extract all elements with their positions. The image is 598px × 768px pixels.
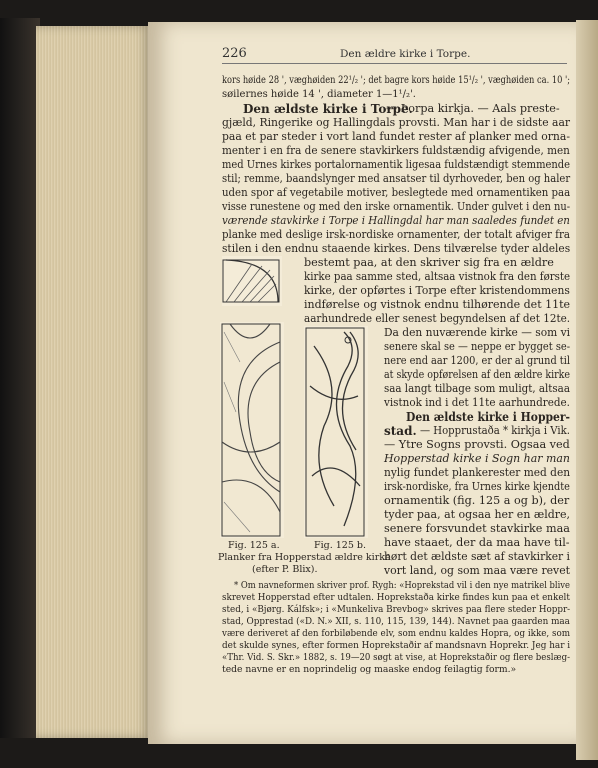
footnote-line: * Om navneformen skriver prof. Rygh: «Hoprekstad vil i den nye matrikel blive bbox=[234, 580, 570, 591]
text-line: bestemt paa, at den skriver sig fra en ældre bbox=[304, 256, 554, 269]
figure-label-b: Fig. 125 b. bbox=[314, 540, 367, 551]
plank-a-illustration bbox=[220, 322, 284, 538]
text-line: hørt det ældste sæt af stavkirker i bbox=[384, 550, 570, 563]
text-line: med Urnes kirkes portalornamentik ligesaa fuldstændigt stemmende bbox=[222, 158, 570, 171]
plank-b-illustration bbox=[304, 326, 368, 538]
text-line: senere forsvundet stavkirke maa bbox=[384, 522, 570, 535]
text-line: indførelse og vistnok endnu tilhørende det 11te bbox=[304, 298, 571, 311]
text-line: at skyde opførelsen af den ældre kirke bbox=[384, 368, 571, 381]
text-line: visse runestene og med den irske ornamentik. Under gulvet i den nu- bbox=[222, 200, 571, 213]
footnote-line: det skulde synes, efter formen Hoprekstaðir af mandsnavn Hoprekr. Jeg har i bbox=[222, 640, 571, 651]
text-line: kors høide 28 ', væghøiden 22¹/₂ '; det bagre kors høide 15¹/₂ ', væghøiden ca. 10 '; bbox=[222, 75, 571, 86]
text-line: kirke paa samme sted, altsaa vistnok fra den første bbox=[304, 270, 571, 283]
page-number: 226 bbox=[222, 46, 247, 61]
plank-fragment-illustration bbox=[222, 256, 282, 306]
text-line: irsk-nordiske, fra Urnes kirke kjendte bbox=[384, 480, 570, 493]
footnote-line: skrevet Hopperstad efter udtalen. Hoprekstaða kirke findes kun paa et enkelt bbox=[222, 592, 570, 603]
text-line: kirke, der opførtes i Torpe efter kristendommens bbox=[304, 284, 570, 297]
text-line: søilernes høide 14 ', diameter 1—1¹/₂'. bbox=[222, 89, 416, 100]
page-edges bbox=[36, 26, 151, 738]
text-line: stilen i den endnu staaende kirkes. Dens tilværelse tyder aldeles bbox=[222, 242, 571, 255]
text-line: — Hopprustaða * kirkja i Vik. bbox=[420, 424, 570, 437]
text-line: nere end aar 1200, er der al grund til bbox=[384, 354, 570, 367]
running-header bbox=[222, 44, 567, 64]
text-line: stil; remme, baandslynger med ansatser til dyrhoveder, ben og haler bbox=[222, 172, 571, 185]
text-line: — Þorpa kirkja. — Aals preste- bbox=[386, 102, 560, 115]
text-line: uden spor af vegetabile motiver, beslegtede med ornamentiken paa bbox=[222, 186, 571, 199]
text-line: ornamentik (fig. 125 a og b), der bbox=[384, 494, 570, 507]
section-heading: stad. bbox=[384, 424, 417, 438]
figure-label-a: Fig. 125 a. bbox=[228, 540, 280, 551]
section-heading: Den ældste kirke i Hopper- bbox=[406, 410, 570, 424]
text-line: vistnok ind i det 11te aarhundrede. bbox=[384, 396, 570, 409]
text-line: paa et par steder i vort land fundet rester af planker med orna- bbox=[222, 130, 570, 143]
book-cover bbox=[0, 18, 40, 738]
footnote-line: være deriveret af den forbiløbende elv, som endnu kaldes Hopra, og ikke, som bbox=[222, 628, 571, 639]
figure-caption: Planker fra Hopperstad ældre kirke bbox=[218, 552, 391, 563]
section-heading: Den ældste kirke i Torpe. bbox=[243, 102, 413, 116]
footnote-line: stad, Opprestad («D. N.» XII, s. 110, 115, 139, 144). Navnet paa gaarden maa bbox=[222, 616, 570, 627]
text-line: Da den nuværende kirke — som vi bbox=[384, 326, 571, 339]
text-line: nylig fundet plankerester med den bbox=[384, 466, 571, 479]
footnote-line: «Thr. Vid. S. Skr.» 1882, s. 19—20 søgt at vise, at Hoprekstaðir og flere beslæg- bbox=[222, 652, 570, 663]
header-rule bbox=[222, 63, 567, 64]
text-line: menter i en fra de senere stavkirkers fuldstændig afvigende, men bbox=[222, 144, 570, 157]
text-line: Hopperstad kirke i Sogn har man bbox=[384, 452, 571, 465]
figure-credit: (efter P. Blix). bbox=[252, 564, 318, 575]
text-line: have staaet, der da maa have til- bbox=[384, 536, 570, 549]
text-line: tyder paa, at ogsaa her en ældre, bbox=[384, 508, 571, 521]
text-line: — Ytre Sogns provsti. Ogsaa ved bbox=[384, 438, 570, 451]
footnote-line: tede navne er en noprindelig og maaske endog feilagtig form.» bbox=[222, 664, 517, 675]
text-line: planke med deslige irsk-nordiske ornamenter, der totalt afviger fra bbox=[222, 228, 570, 241]
text-line: gjæld, Ringerike og Hallingdals provsti. Man har i de sidste aar bbox=[222, 116, 571, 129]
text-line: senere skal se — neppe er bygget se- bbox=[384, 340, 571, 353]
text-line: saa langt tilbage som muligt, altsaa bbox=[384, 382, 570, 395]
text-line: vort land, og som maa være revet bbox=[384, 564, 571, 577]
next-page-edge bbox=[576, 20, 598, 760]
footnote-line: sted, i «Bjørg. Kálfsk»; i «Munkeliva Brevbog» skrives paa flere steder Hoppr- bbox=[222, 604, 571, 615]
running-title: Den ældre kirke i Torpe. bbox=[340, 48, 471, 60]
text-line: aarhundrede eller senest begyndelsen af det 12te. bbox=[304, 312, 571, 325]
text-line: værende stavkirke i Torpe i Hallingdal har man saaledes fundet en bbox=[222, 214, 570, 227]
